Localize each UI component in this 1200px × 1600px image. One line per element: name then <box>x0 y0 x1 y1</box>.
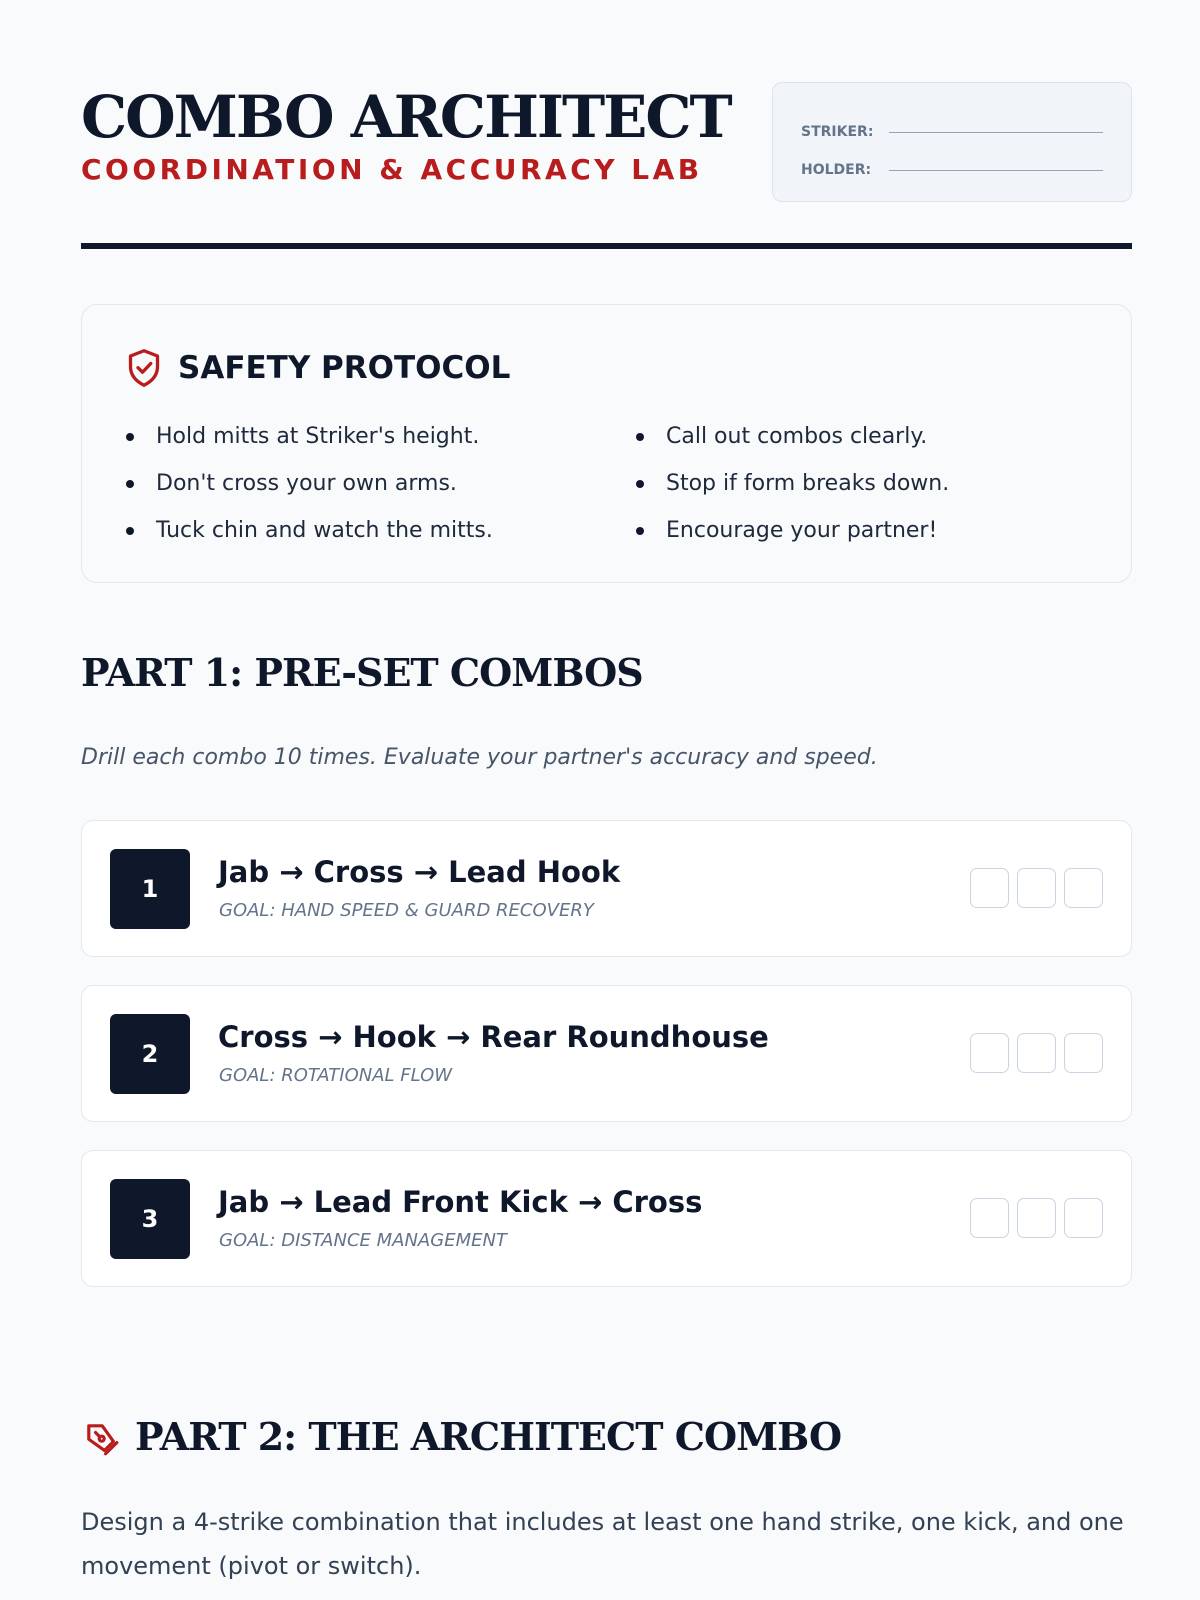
bullet <box>636 433 644 441</box>
rating-checkboxes <box>970 868 1103 908</box>
safety-rule <box>636 460 1146 507</box>
safety-protocol-box <box>81 304 1132 583</box>
rating-checkbox[interactable] <box>1017 1198 1056 1238</box>
page-title: COMBO ARCHITECT <box>81 83 731 151</box>
safety-rule <box>636 413 1146 460</box>
combo-sequence: Jab → Cross → Lead Hook <box>218 855 621 889</box>
part1-title: PART 1: PRE-SET COMBOS <box>81 650 643 695</box>
combo-card-2 <box>81 985 1132 1122</box>
rating-checkbox[interactable] <box>970 868 1009 908</box>
safety-rule-text: Don't cross your own arms. <box>156 471 457 496</box>
combo-sequence: Jab → Lead Front Kick → Cross <box>218 1185 703 1219</box>
bullet <box>126 433 134 441</box>
striker-label: STRIKER: <box>801 124 874 140</box>
combo-number: 3 <box>110 1179 190 1259</box>
rating-checkbox[interactable] <box>1017 1033 1056 1073</box>
shield-check-icon <box>126 348 162 388</box>
rating-checkbox[interactable] <box>970 1198 1009 1238</box>
rating-checkbox[interactable] <box>970 1033 1009 1073</box>
part2-header <box>81 1414 841 1459</box>
safety-rules-left <box>126 413 636 554</box>
combo-goal: GOAL: HAND SPEED & GUARD RECOVERY <box>219 900 594 921</box>
rating-checkbox[interactable] <box>1017 868 1056 908</box>
combo-number: 1 <box>110 849 190 929</box>
combo-goal: GOAL: DISTANCE MANAGEMENT <box>219 1230 507 1251</box>
safety-title: SAFETY PROTOCOL <box>178 350 511 386</box>
page-subtitle: COORDINATION & ACCURACY LAB <box>81 153 703 186</box>
safety-rule <box>126 460 636 507</box>
combo-goal: GOAL: ROTATIONAL FLOW <box>219 1065 453 1086</box>
safety-rule-text: Encourage your partner! <box>666 518 938 543</box>
holder-name-line[interactable] <box>889 170 1103 171</box>
holder-label: HOLDER: <box>801 162 872 178</box>
bullet <box>126 527 134 535</box>
combo-sequence: Cross → Hook → Rear Roundhouse <box>218 1020 769 1054</box>
safety-rule-text: Hold mitts at Striker's height. <box>156 424 480 449</box>
rating-checkboxes <box>970 1198 1103 1238</box>
safety-header <box>126 347 1087 389</box>
bullet <box>636 527 644 535</box>
safety-rule-text: Tuck chin and watch the mitts. <box>156 518 493 543</box>
safety-rule-text: Call out combos clearly. <box>666 424 928 449</box>
bullet <box>126 480 134 488</box>
safety-rule <box>126 507 636 554</box>
safety-rule <box>126 413 636 460</box>
safety-rules-right <box>636 413 1146 554</box>
safety-rules <box>126 413 1087 554</box>
striker-row <box>801 113 1103 151</box>
safety-rule <box>636 507 1146 554</box>
safety-rule-text: Stop if form breaks down. <box>666 471 950 496</box>
part2-description: Design a 4-strike combination that includes at least one hand strike, one kick, and one movement (pivot or switch). <box>81 1508 1124 1580</box>
rating-checkbox[interactable] <box>1064 1033 1103 1073</box>
striker-name-line[interactable] <box>889 132 1103 133</box>
part1-description: Drill each combo 10 times. Evaluate your partner's accuracy and speed. <box>81 745 878 770</box>
combo-card-3 <box>81 1150 1132 1287</box>
name-box <box>772 82 1132 202</box>
combo-card-1 <box>81 820 1132 957</box>
header-divider <box>81 243 1132 249</box>
pen-tool-icon <box>81 1418 119 1456</box>
holder-row <box>801 151 1103 189</box>
rating-checkbox[interactable] <box>1064 868 1103 908</box>
bullet <box>636 480 644 488</box>
combo-number: 2 <box>110 1014 190 1094</box>
part2-title: PART 2: THE ARCHITECT COMBO <box>135 1414 842 1459</box>
rating-checkbox[interactable] <box>1064 1198 1103 1238</box>
rating-checkboxes <box>970 1033 1103 1073</box>
